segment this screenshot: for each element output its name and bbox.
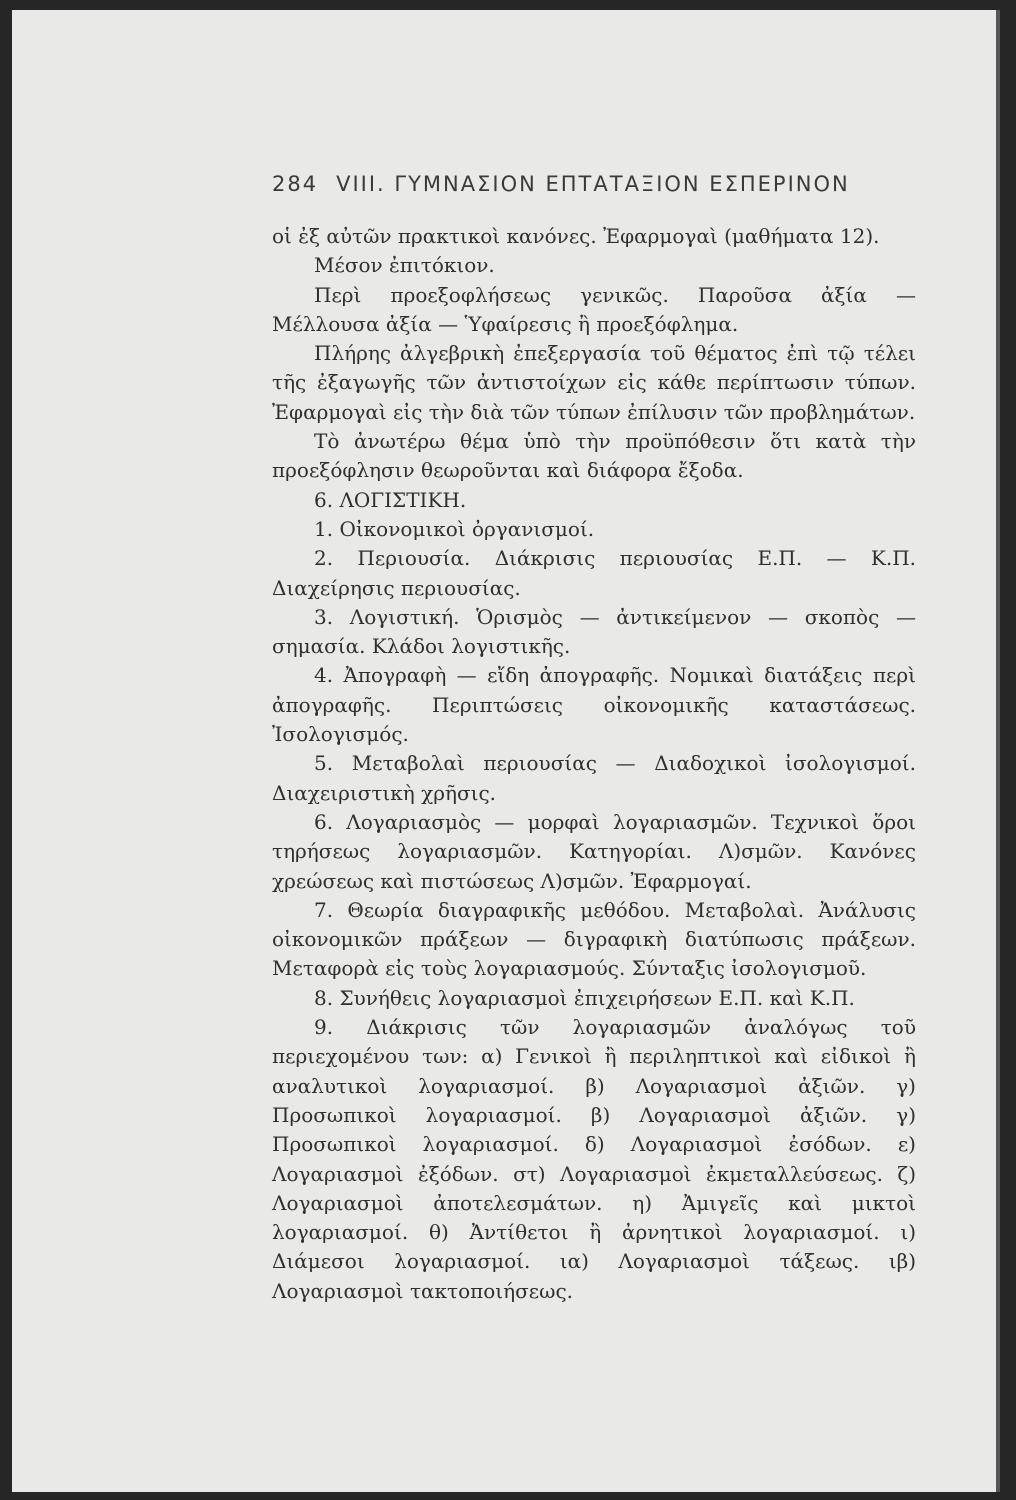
- page-number: 284: [272, 172, 319, 196]
- page-body: [272, 222, 916, 1306]
- running-title: VIII. ΓΥΜΝΑΣΙΟΝ ΕΠΤΑΤΑΞΙΟΝ ΕΣΠΕΡΙΝΟΝ: [336, 172, 850, 196]
- list-item: 7. Θεωρία διαγραφικῆς μεθόδου. Μεταβολαὶ. Ἀνάλυσις οἰκονομικῶν πράξεων — διγραφικὴ διατύπωσις πράξεων. Μεταφορὰ εἰς τοὺς λογαριασμούς. Σύνταξις ἰσολογισμοῦ.: [272, 897, 916, 981]
- section-heading: 6. ΛΟΓΙΣΤΙΚΗ.: [314, 487, 467, 512]
- running-header: [272, 172, 872, 196]
- list-item: 3. Λογιστική. Ὁρισμὸς — ἀντικείμενον — σκοπὸς — σημασία. Κλάδοι λογιστικῆς.: [272, 604, 916, 659]
- paragraph: Περὶ προεξοφλήσεως γενικῶς. Παροῦσα ἀξία — Μέλλουσα ἀξία — Ὑφαίρεσις ἢ προεξόφλημα.: [272, 282, 916, 336]
- paragraph-continuation: οἱ ἐξ αὐτῶν πρακτικοὶ κανόνες. Ἐφαρμογαὶ (μαθήματα 12).: [272, 224, 880, 248]
- paragraph: Τὸ ἀνωτέρω θέμα ὑπὸ τὴν προϋπόθεσιν ὅτι κατὰ τὴν προεξόφλησιν θεωροῦνται καὶ διάφορα ἔξοδα.: [272, 429, 916, 483]
- list-item: 5. Μεταβολαὶ περιουσίας — Διαδοχικοὶ ἰσολογισμοί. Διαχειριστικὴ χρῆσις.: [272, 751, 916, 805]
- list-item: 6. Λογαριασμὸς — μορφαὶ λογαριασμῶν. Τεχνικοὶ ὅροι τηρήσεως λογαριασμῶν. Κατηγορίαι. Λ)σμῶν. Κανόνες χρεώσεως καὶ πιστώσεως Λ)σμῶν. Ἐφαρμογαί.: [272, 809, 916, 893]
- list-item: 9. Διάκρισις τῶν λογαριασμῶν ἀναλόγως τοῦ περιεχομένου των: α) Γενικοὶ ἢ περιληπτικοὶ καὶ εἰδικοὶ ἢ αναλυτικοὶ λογαριασμοί. β) Λογαριασμοὶ ἀξιῶν. γ) Προσωπικοὶ λογαριασμοί. β) Λογαριασμοὶ ἀξιῶν. γ) Προσωπικοὶ λογαριασμοί. δ) Λογαριασμοὶ ἐσόδων. ε) Λογαριασμοὶ ἐξόδων. στ) Λογαριασμοὶ ἐκμεταλλεύσεως. ζ) Λογαριασμοὶ ἀποτελεσμάτων. η) Ἀμιγεῖς καὶ μικτοὶ λογαριασμοί. θ) Ἀντίθετοι ἢ ἀρνητικοὶ λογαριασμοί. ι) Διάμεσοι λογαριασμοί. ια) Λογαριασμοὶ τάξεως. ιβ) Λογαριασμοὶ τακτοποιήσεως.: [272, 1015, 916, 1303]
- paragraph: Πλήρης ἀλγεβρικὴ ἐπεξεργασία τοῦ θέματος ἐπὶ τῷ τέλει τῆς ἐξαγωγῆς τῶν ἀντιστοίχων εἰς κάθε περίπτωσιν τύπων. Ἐφαρμογαὶ εἰς τὴν διὰ τῶν τύπων ἐπίλυσιν τῶν προβλημάτων.: [272, 341, 916, 424]
- list-item: 2. Περιουσία. Διάκρισις περιουσίας Ε.Π. — Κ.Π. Διαχείρησις περιουσίας.: [272, 546, 916, 600]
- list-item: 1. Οἰκονομικοὶ ὀργανισμοί.: [314, 516, 595, 541]
- list-item: 4. Ἀπογραφὴ — εἴδη ἀπογραφῆς. Νομικαὶ διατάξεις περὶ ἀπογραφῆς. Περιπτώσεις οἰκονομικῆς καταστάσεως. Ἰσολογισμός.: [272, 663, 916, 747]
- book-page: [12, 10, 1000, 1492]
- paragraph: Μέσον ἐπιτόκιον.: [314, 253, 495, 278]
- list-item: 8. Συνήθεις λογαριασμοὶ ἐπιχειρήσεων Ε.Π. καὶ Κ.Π.: [314, 985, 855, 1010]
